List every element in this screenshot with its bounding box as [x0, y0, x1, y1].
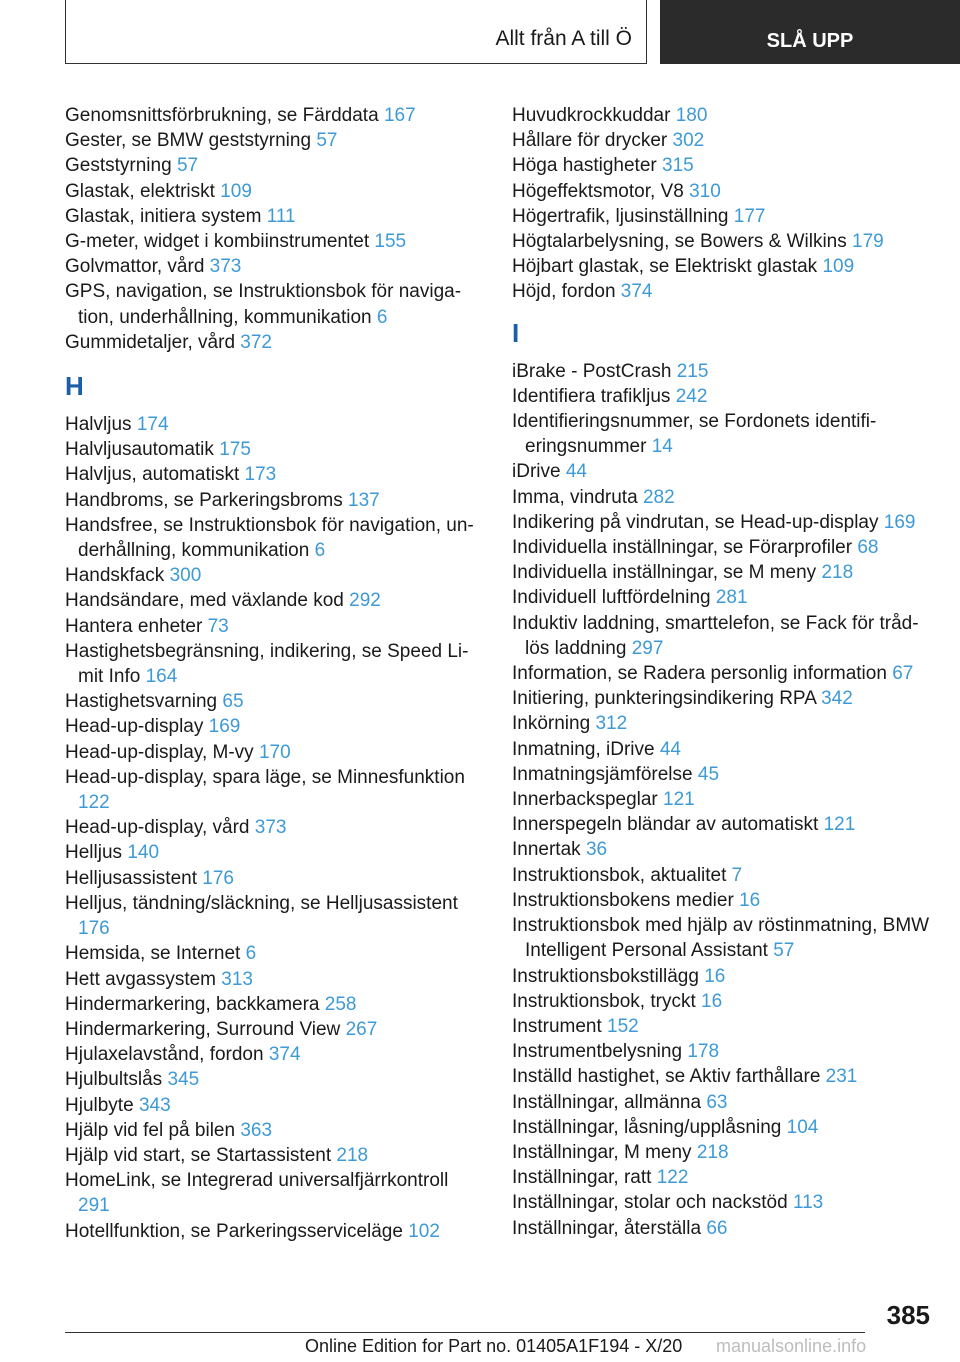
index-entry: [65, 588, 485, 613]
index-entry: [65, 992, 485, 1017]
index-entry: [512, 1090, 932, 1115]
index-entry: [65, 103, 485, 128]
page-link[interactable]: 164: [145, 666, 178, 688]
page-link[interactable]: 175: [219, 439, 251, 461]
page-link[interactable]: 57: [176, 155, 199, 177]
index-entry-text: Handsfree, se Instruktionsbok för navigation, underhållning, kommunikation: [65, 514, 474, 562]
index-entry: [65, 488, 485, 513]
index-entry: [512, 204, 932, 229]
index-entry-text: Handbroms, se Parkeringsbroms: [65, 489, 343, 511]
index-entry: [512, 611, 932, 661]
index-entry-text: Hett avgassystem: [65, 968, 216, 990]
index-entry-text: Inställningar, återställa: [512, 1217, 702, 1239]
page-link[interactable]: 374: [268, 1044, 301, 1066]
index-entry-text: Handskfack: [65, 565, 165, 587]
index-entry: [512, 384, 932, 409]
index-entry-text: Inkörning: [512, 713, 591, 735]
page-link[interactable]: 363: [240, 1119, 273, 1141]
index-entry-text: iBrake - PostCrash: [512, 360, 672, 382]
page-link[interactable]: 102: [408, 1220, 440, 1242]
page-link[interactable]: 109: [822, 256, 855, 278]
index-entry-text: Inmatning, iDrive: [512, 738, 655, 760]
index-entry-text: Hastighetsvarning: [65, 691, 218, 713]
index-entry: [65, 462, 485, 487]
page-link[interactable]: 373: [209, 256, 242, 278]
index-entry-text: Hjälp vid start, se Startassistent: [65, 1144, 332, 1166]
index-entry: [65, 153, 485, 178]
page-link[interactable]: 218: [821, 562, 854, 584]
index-entry-text: Helljusassistent: [65, 867, 197, 889]
index-entry: [65, 967, 485, 992]
index-entry-text: Hjulbyte: [65, 1094, 134, 1116]
index-entry-text: Golvmattor, vård: [65, 256, 205, 278]
page-link[interactable]: 111: [266, 205, 296, 227]
index-entry: [65, 1067, 485, 1092]
page-link[interactable]: 292: [349, 590, 381, 612]
index-entry: [512, 359, 932, 384]
index-entry: [65, 1168, 485, 1218]
index-entry: [512, 812, 932, 837]
page-link[interactable]: 113: [792, 1192, 824, 1214]
page-link[interactable]: 302: [672, 130, 705, 152]
index-entry: [65, 689, 485, 714]
index-entry: [512, 661, 932, 686]
index-column-right: [512, 103, 932, 1241]
page-link[interactable]: 231: [825, 1066, 858, 1088]
page-link[interactable]: 312: [595, 713, 628, 735]
index-entry-text: Imma, vindruta: [512, 486, 638, 508]
page-link[interactable]: 242: [675, 385, 708, 407]
index-entry-text: HomeLink, se Integrerad universalfjärrkontroll: [65, 1170, 449, 1192]
page-link[interactable]: 44: [565, 461, 587, 483]
page-link[interactable]: 16: [739, 889, 761, 911]
index-entry-text: Halvljus: [65, 414, 132, 436]
index-entry-text: Head-up-display, M-vy: [65, 741, 254, 763]
page-link[interactable]: 258: [324, 993, 357, 1015]
page-link[interactable]: 16: [701, 990, 723, 1012]
index-entry-text: Induktiv laddning, smarttelefon, se Fack för trådlös laddning: [512, 612, 919, 659]
index-entry: [512, 863, 932, 888]
index-entry-text: Inställd hastighet, se Aktiv farthållare: [512, 1066, 821, 1088]
index-entry-text: Individuella inställningar, se M meny: [512, 562, 817, 584]
index-entry-text: Geststyrning: [65, 155, 172, 177]
index-entry-text: Individuell luftfördelning: [512, 587, 711, 609]
page-link[interactable]: 177: [733, 205, 766, 227]
index-entry: [65, 1093, 485, 1118]
index-entry-text: Instruktionsbokens medier: [512, 889, 734, 911]
index-entry-text: Head-up-display: [65, 716, 204, 738]
index-entry: [512, 837, 932, 862]
index-entry-text: Hindermarkering, Surround View: [65, 1018, 341, 1040]
page-link[interactable]: 140: [127, 842, 160, 864]
index-entry: [512, 254, 932, 279]
index-entry: [65, 279, 485, 329]
page-link[interactable]: 218: [696, 1141, 729, 1163]
index-entry-text: Instruktionsbok, tryckt: [512, 990, 696, 1012]
page-link[interactable]: 167: [383, 105, 416, 126]
index-entry: [512, 459, 932, 484]
page-link[interactable]: 7: [731, 864, 743, 886]
index-entry: [512, 1140, 932, 1165]
page-link[interactable]: 63: [706, 1091, 728, 1113]
index-entry: [65, 614, 485, 639]
page-link[interactable]: 291: [78, 1195, 110, 1217]
page-link[interactable]: 109: [220, 180, 252, 202]
index-entry: [512, 1190, 932, 1215]
index-entry-text: Hindermarkering, backkamera: [65, 993, 320, 1015]
index-entry: [65, 840, 485, 865]
index-entry: [512, 964, 932, 989]
page-link[interactable]: 313: [221, 968, 253, 990]
page-link[interactable]: 67: [892, 663, 914, 685]
index-entry-text: iDrive: [512, 461, 561, 483]
index-entry: [512, 229, 932, 254]
page-link[interactable]: 173: [244, 464, 277, 486]
page-link[interactable]: 16: [704, 965, 726, 987]
page-link[interactable]: 121: [663, 789, 695, 811]
index-entry-text: Hjulaxelavstånd, fordon: [65, 1044, 264, 1066]
index-entry-text: Hemsida, se Internet: [65, 943, 241, 965]
index-entry: [65, 1143, 485, 1168]
page-link[interactable]: 297: [631, 637, 664, 659]
page-link[interactable]: 310: [689, 180, 721, 202]
page-link[interactable]: 342: [821, 688, 853, 710]
index-entry: [65, 1118, 485, 1143]
page-link[interactable]: 178: [687, 1041, 720, 1063]
index-entry-text: Högeffektsmotor, V8: [512, 180, 684, 202]
index-entry-text: GPS, navigation, se Instruktionsbok för navigation, underhållning, kommunikation: [65, 281, 462, 328]
index-entry: [512, 737, 932, 762]
page-link[interactable]: 169: [208, 716, 241, 738]
index-entry-text: Gummidetaljer, vård: [65, 331, 236, 353]
index-entry: [65, 513, 485, 563]
page-link[interactable]: 300: [169, 565, 202, 587]
index-entry: [65, 229, 485, 254]
index-entry: [512, 711, 932, 736]
index-entry-text: Instruktionsbok med hjälp av röstinmatning, BMW Intelligent Personal Assistant: [512, 915, 930, 962]
index-entry-text: Höga hastigheter: [512, 155, 657, 177]
index-entry: [65, 714, 485, 739]
page-link[interactable]: 176: [78, 918, 110, 940]
index-entry-text: Halvljus, automatiskt: [65, 464, 240, 486]
index-entry-text: Head-up-display, vård: [65, 817, 250, 839]
page-link[interactable]: 14: [651, 436, 673, 458]
index-entry: [65, 254, 485, 279]
index-entry-text: Innertak: [512, 839, 581, 861]
index-entry: [512, 913, 932, 963]
index-entry-text: Glastak, initiera system: [65, 205, 262, 227]
index-entry: [65, 866, 485, 891]
index-entry: [65, 815, 485, 840]
page-link[interactable]: 65: [222, 691, 244, 713]
index-column-left: [65, 103, 485, 1244]
index-entry: [65, 891, 485, 941]
index-entry: [512, 485, 932, 510]
index-entry-text: Helljus: [65, 842, 123, 864]
page-link[interactable]: 282: [642, 486, 675, 508]
page-link[interactable]: 137: [348, 489, 380, 511]
page-link[interactable]: 122: [78, 792, 110, 814]
page-link[interactable]: 179: [852, 231, 884, 253]
index-entry-text: Individuella inställningar, se Förarprofiler: [512, 537, 853, 559]
index-entry: [65, 765, 485, 815]
index-entry-text: Information, se Radera personlig information: [512, 663, 887, 685]
page-link[interactable]: 44: [659, 738, 681, 760]
index-entry-text: Högtalarbelysning, se Bowers & Wilkins: [512, 231, 847, 253]
index-entry-text: Identifieringsnummer, se Fordonets identifieringsnummer: [512, 411, 877, 458]
index-entry: [512, 153, 932, 178]
index-entry-text: Instrumentbelysning: [512, 1041, 683, 1063]
index-entry-text: Hantera enheter: [65, 615, 203, 637]
index-entry: [512, 179, 932, 204]
index-entry: [65, 179, 485, 204]
page-link[interactable]: 215: [676, 360, 709, 382]
page-link[interactable]: 57: [316, 130, 338, 152]
footer-edition-text: Online Edition for Part no. 01405A1F194 - X/20: [305, 1336, 683, 1356]
index-entry-text: Höjbart glastak, se Elektriskt glastak: [512, 256, 818, 278]
page-link[interactable]: 169: [883, 511, 916, 533]
index-entry: [512, 1064, 932, 1089]
index-entry: [65, 941, 485, 966]
lookup-button[interactable]: SLÅ UPP: [660, 0, 960, 64]
section-letter: H: [65, 371, 84, 402]
page-link[interactable]: 68: [857, 537, 879, 559]
index-entry-text: Inställningar, låsning/upplåsning: [512, 1116, 782, 1138]
index-entry-text: Hastighetsbegränsning, indikering, se Speed Limit Info: [65, 640, 469, 688]
index-entry: [512, 510, 932, 535]
index-entry: [65, 412, 485, 437]
page-link[interactable]: 267: [345, 1018, 378, 1040]
index-entry-text: Handsändare, med växlande kod: [65, 590, 344, 612]
index-entry: [512, 686, 932, 711]
index-entry-text: Indikering på vindrutan, se Head-up-display: [512, 511, 879, 533]
page-link[interactable]: 152: [607, 1015, 639, 1037]
index-entry: [512, 762, 932, 787]
index-entry: [512, 103, 932, 128]
index-entry-text: Inställningar, ratt: [512, 1167, 652, 1189]
page-link[interactable]: 343: [138, 1094, 171, 1116]
page-link[interactable]: 374: [620, 281, 653, 303]
index-entry: [512, 1216, 932, 1241]
index-entry-text: Inmatningsjämförelse: [512, 763, 693, 785]
index-entry-text: Höjd, fordon: [512, 281, 616, 303]
index-entry-text: Innerbackspeglar: [512, 789, 658, 811]
page-link[interactable]: 6: [245, 943, 257, 965]
index-entry-text: Head-up-display, spara läge, se Minnesfunktion: [65, 766, 465, 788]
index-entry: [65, 1017, 485, 1042]
page-link[interactable]: 373: [254, 817, 287, 839]
index-entry: [512, 787, 932, 812]
index-entry: [512, 989, 932, 1014]
page-link[interactable]: 104: [786, 1116, 819, 1138]
index-entry-text: Helljus, tändning/släckning, se Helljusassistent: [65, 892, 458, 914]
page-link[interactable]: 176: [202, 867, 234, 889]
index-entry-text: Hållare för drycker: [512, 130, 668, 152]
index-entry-text: Gester, se BMW geststyrning: [65, 130, 312, 152]
index-entry-text: Halvljusautomatik: [65, 439, 214, 461]
page-link[interactable]: 281: [715, 587, 748, 609]
section-tab: [65, 0, 647, 64]
index-entry: [65, 1219, 485, 1244]
page-link[interactable]: 155: [374, 231, 407, 253]
index-entry: [65, 740, 485, 765]
page-link[interactable]: 36: [585, 839, 608, 861]
index-entry: [65, 330, 485, 355]
footer-watermark: manualsonline.info: [716, 1336, 867, 1356]
index-entry-text: Inställningar, allmänna: [512, 1091, 702, 1113]
index-entry-text: Genomsnittsförbrukning, se Färddata: [65, 105, 379, 126]
page-link[interactable]: 180: [675, 105, 708, 126]
index-entry-text: Instrument: [512, 1015, 602, 1037]
index-entry-text: Hjälp vid fel på bilen: [65, 1119, 236, 1141]
index-entry-text: Identifiera trafikljus: [512, 385, 671, 407]
footer-divider: [65, 1332, 865, 1333]
index-entry-text: Initiering, punkteringsindikering RPA: [512, 688, 816, 710]
index-entry: [65, 437, 485, 462]
page-link[interactable]: 45: [697, 763, 720, 785]
index-entry: [65, 128, 485, 153]
index-entry: [65, 563, 485, 588]
index-entry: [512, 1165, 932, 1190]
page-link[interactable]: 57: [773, 940, 795, 962]
index-entry: [65, 204, 485, 229]
index-entry: [512, 888, 932, 913]
index-entry: [512, 279, 932, 304]
page-link[interactable]: 174: [136, 414, 169, 436]
index-entry-text: Hotellfunktion, se Parkeringsserviceläge: [65, 1220, 403, 1242]
page-link[interactable]: 6: [376, 306, 388, 328]
index-entry: [512, 409, 932, 459]
section-title: Allt från A till Ö: [495, 27, 632, 50]
page-link[interactable]: 73: [207, 615, 229, 637]
index-entry: [65, 1042, 485, 1067]
index-entry-text: G-meter, widget i kombiinstrumentet: [65, 231, 370, 253]
section-letter: I: [512, 317, 520, 348]
index-entry-text: Instruktionsbok, aktualitet: [512, 864, 727, 886]
index-entry-text: Inställningar, stolar och nackstöd: [512, 1192, 788, 1214]
index-entry-text: Högertrafik, ljusinställning: [512, 205, 729, 227]
index-entry: [512, 1039, 932, 1064]
index-entry: [512, 128, 932, 153]
page-link[interactable]: 6: [314, 540, 326, 562]
page-link[interactable]: 122: [656, 1167, 689, 1189]
index-entry: [512, 1014, 932, 1039]
index-entry-text: Instruktionsbokstillägg: [512, 965, 699, 987]
page-number: 385: [886, 1300, 930, 1330]
page-link[interactable]: 121: [823, 814, 856, 836]
index-entry-text: Inställningar, M meny: [512, 1141, 692, 1163]
index-entry-text: Huvudkrockkuddar: [512, 105, 671, 126]
page-link[interactable]: 170: [258, 741, 291, 763]
index-entry: [65, 639, 485, 689]
page-link[interactable]: 218: [336, 1144, 369, 1166]
index-entry: [512, 560, 932, 585]
index-entry: [512, 1115, 932, 1140]
index-entry-text: Glastak, elektriskt: [65, 180, 215, 202]
page-link[interactable]: 345: [167, 1069, 200, 1091]
page-link[interactable]: 372: [240, 331, 272, 353]
page-link[interactable]: 315: [662, 155, 694, 177]
index-entry-text: Innerspegeln bländar av automatiskt: [512, 814, 819, 836]
page-link[interactable]: 66: [706, 1217, 728, 1239]
index-entry: [512, 585, 932, 610]
index-entry: [512, 535, 932, 560]
index-entry-text: Hjulbultslås: [65, 1069, 163, 1091]
